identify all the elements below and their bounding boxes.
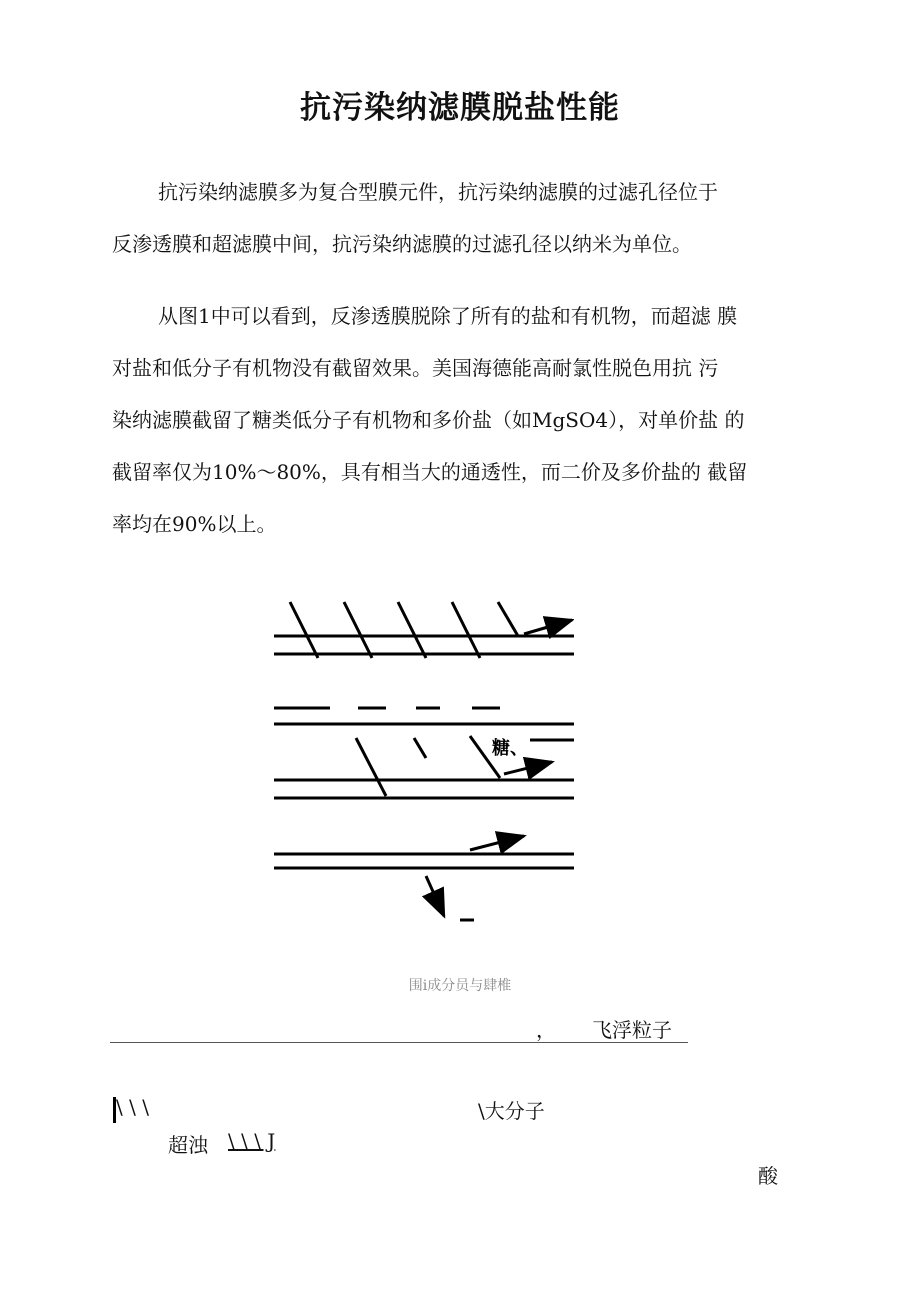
paragraph-line: 抗污染纳滤膜多为复合型膜元件，抗污染纳滤膜的过滤孔径位于 xyxy=(158,180,718,204)
membrane-layer-4 xyxy=(274,836,574,920)
fragment-comma: ， xyxy=(536,1018,556,1042)
membrane-diagram xyxy=(274,596,574,926)
paragraph-line: 对盐和低分子有机物没有截留效果。美国海德能高耐氯性脱色用抗 污 xyxy=(112,356,719,380)
page-title: 抗污染纳滤膜脱盐性能 xyxy=(300,90,620,126)
figure-caption: 围i成分员与肆椎 xyxy=(408,978,512,994)
fragment-slashes: \ \ \ xyxy=(116,1095,149,1119)
membrane-layer-2 xyxy=(274,708,574,724)
paragraph-line: 截留率仅为10%〜80%，具有相当大的通透性，而二价及多价盐的 截留 xyxy=(112,460,748,484)
paragraph-line: 从图1中可以看到，反渗透膜脱除了所有的盐和有机物，而超滤 膜 xyxy=(158,304,738,328)
fragment-macromolecule: \大分子 xyxy=(478,1099,545,1123)
paragraph-line: 率均在90%以上。 xyxy=(112,512,277,536)
membrane-layer-1 xyxy=(274,602,574,658)
paragraph-intro xyxy=(112,166,818,270)
sugar-label: 糖、 xyxy=(492,738,528,759)
fragment-ultra-label: 超浊 xyxy=(168,1133,208,1157)
horizontal-rule xyxy=(110,1042,688,1043)
paragraph-line: 染纳滤膜截留了糖类低分子有机物和多价盐（如MgSO4），对单价盐 的 xyxy=(112,408,745,432)
fragment-ultra-slashes: \ \ \ J xyxy=(228,1129,276,1153)
paragraph-line: 反渗透膜和超滤膜中间，抗污染纳滤膜的过滤孔径以纳米为单位。 xyxy=(112,232,692,256)
membrane-layer-3 xyxy=(274,736,574,798)
fragment-acid: 酸 xyxy=(758,1164,778,1188)
paragraph-figure-description xyxy=(112,290,818,550)
membrane-filtration-figure xyxy=(274,596,574,926)
fragment-floating-particles: 飞浮粒子 xyxy=(592,1018,672,1042)
